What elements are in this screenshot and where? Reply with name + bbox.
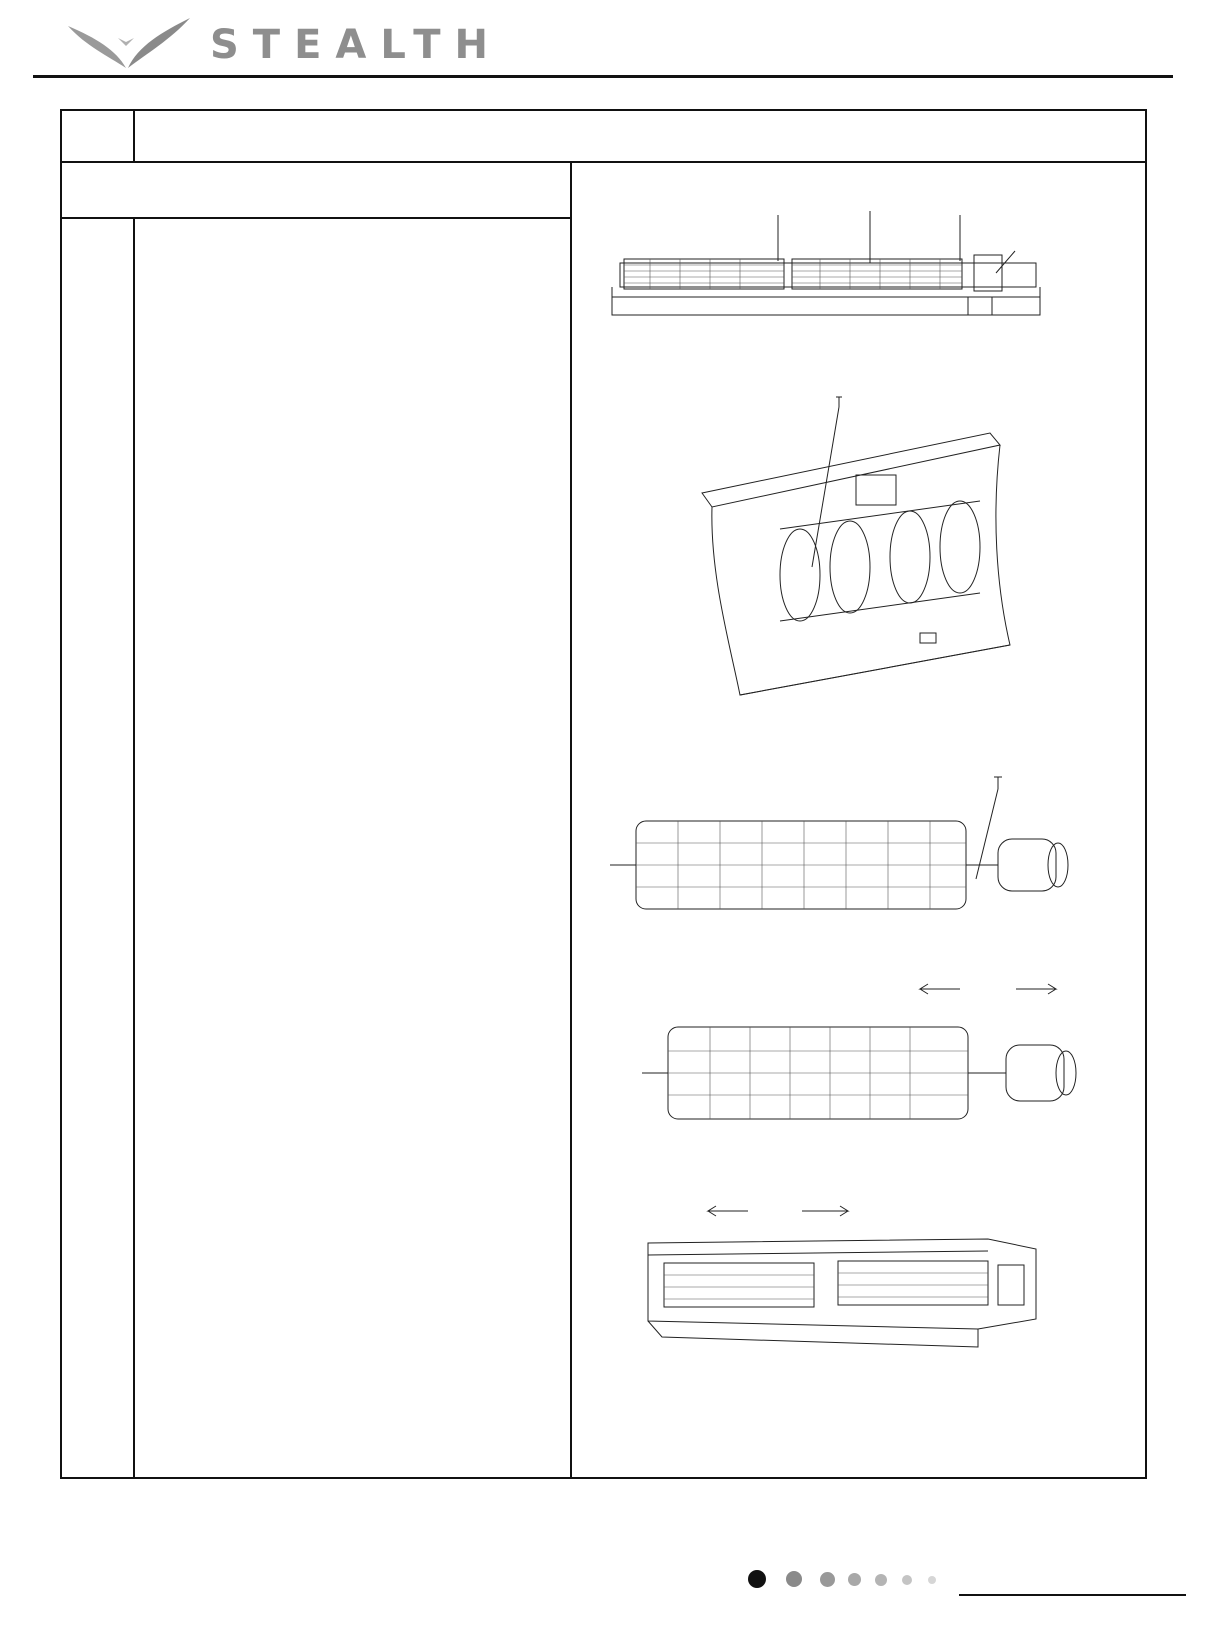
page-dot-active	[748, 1570, 766, 1588]
arrow-right-icon	[802, 1206, 848, 1216]
fan-housing-screw-diagram	[700, 395, 1020, 715]
procedure-text-cell	[142, 233, 562, 1463]
brand-wordmark: STEALTH	[210, 22, 503, 68]
arrow-right-icon	[1016, 984, 1056, 994]
cross-flow-fan-and-motor-diagram	[606, 773, 1076, 923]
illustration-column	[572, 163, 1145, 1477]
table-title-row	[62, 111, 1145, 163]
indoor-unit-top-view-diagram	[610, 211, 1050, 331]
arrow-left-icon	[708, 1206, 748, 1216]
page-dot	[875, 1574, 887, 1586]
fan-assembly-removal-diagram	[638, 1203, 1058, 1363]
footer-divider	[959, 1594, 1186, 1596]
procedure-header-cell	[62, 163, 570, 219]
procedure-column	[62, 163, 572, 1477]
page-dot	[928, 1576, 936, 1584]
page-dot	[902, 1575, 912, 1585]
step-number-cell	[62, 219, 135, 1477]
procedure-table	[60, 109, 1147, 1479]
page-dot	[786, 1571, 802, 1587]
arrow-left-icon	[920, 984, 960, 994]
fan-motor-separation-diagram	[638, 983, 1078, 1133]
page-dot	[820, 1572, 835, 1587]
header-divider	[33, 75, 1173, 78]
page-dot	[848, 1573, 861, 1586]
page-header	[0, 0, 1213, 90]
winged-v-logo-icon	[66, 16, 192, 72]
title-step-cell	[62, 111, 135, 161]
